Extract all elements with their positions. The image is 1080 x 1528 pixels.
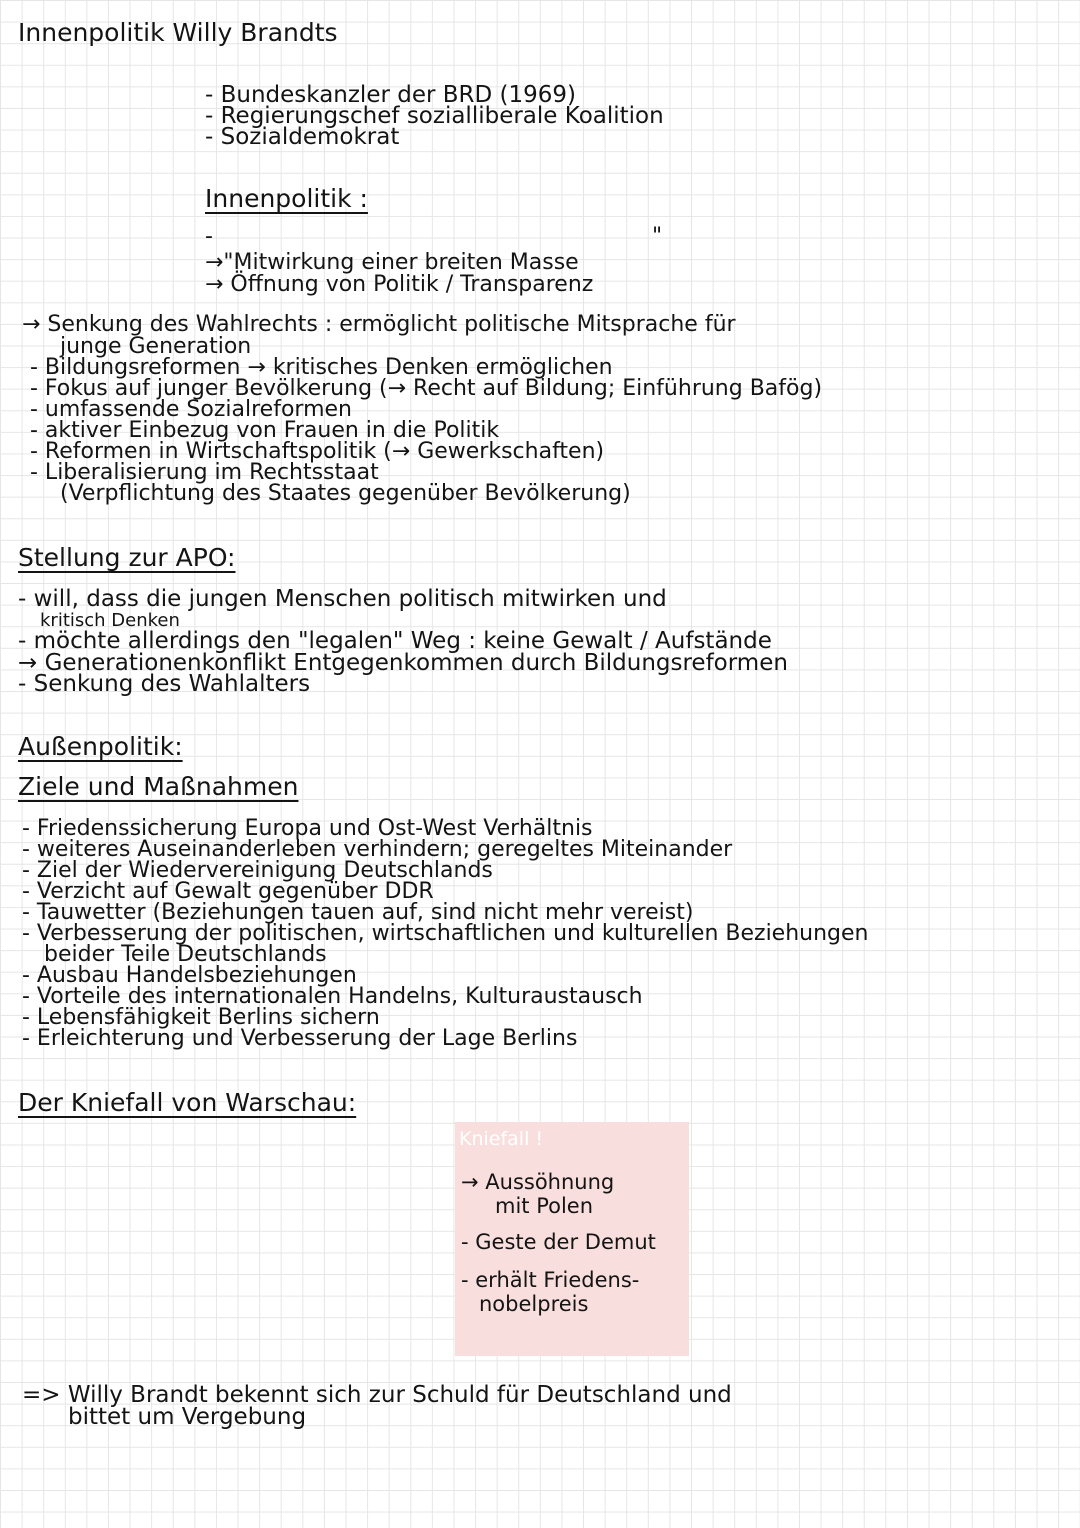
aussenpolitik-point: - Ausbau Handelsbeziehungen (22, 963, 357, 988)
aussenpolitik-point: - Verbesserung der politischen, wirtschaftlichen und kulturellen Beziehungen (22, 921, 869, 946)
aussenpolitik-point: beider Teile Deutschlands (44, 942, 327, 967)
innenpolitik-heading: Innenpolitik : (205, 184, 368, 213)
quote-close: " (652, 224, 663, 249)
innenpolitik-point: (Verpflichtung des Staates gegenüber Bevölkerung) (60, 481, 631, 506)
aussenpolitik-point: - Friedenssicherung Europa und Ost-West Verhältnis (22, 816, 593, 841)
apo-line: - Senkung des Wahlalters (18, 671, 311, 697)
apo-line: kritisch Denken (40, 610, 180, 631)
aussenpolitik-point: - Erleichterung und Verbesserung der Lage Berlins (22, 1026, 578, 1051)
innenpolitik-point: - Bildungsreformen → kritisches Denken ermöglichen (30, 355, 613, 380)
aussenpolitik-point: - Lebensfähigkeit Berlins sichern (22, 1005, 380, 1030)
apo-line: - möchte allerdings den "legalen" Weg : keine Gewalt / Aufstände (18, 628, 772, 654)
innenpolitik-point: - Liberalisierung im Rechtsstaat (30, 460, 379, 485)
aussenpolitik-point: - Vorteile des internationalen Handelns, Kulturaustausch (22, 984, 643, 1009)
aussenpolitik-point: - weiteres Auseinanderleben verhindern; geregeltes Miteinander (22, 837, 733, 862)
page-title: Innenpolitik Willy Brandts (18, 18, 338, 47)
profile-line: - Bundeskanzler der BRD (1969) (205, 82, 577, 108)
kniefall-box-label: Kniefall ! (459, 1128, 544, 1150)
kniefall-conclusion: => Willy Brandt bekennt sich zur Schuld für Deutschland und (22, 1382, 732, 1408)
innenpolitik-point: - umfassende Sozialreformen (30, 397, 352, 422)
innenpolitik-point: → Senkung des Wahlrechts : ermöglicht politische Mitsprache für (22, 312, 736, 337)
quote-line: →"Mitwirkung einer breiten Masse (205, 250, 579, 275)
profile-line: - Regierungschef sozialliberale Koalition (205, 103, 664, 129)
kniefall-box-line: mit Polen (495, 1194, 594, 1218)
kniefall-box-line: - Geste der Demut (461, 1230, 656, 1254)
innenpolitik-point: - aktiver Einbezug von Frauen in die Politik (30, 418, 500, 443)
innenpolitik-point: - Reformen in Wirtschaftspolitik (→ Gewerkschaften) (30, 439, 605, 464)
kniefall-heading: Der Kniefall von Warschau: (18, 1088, 357, 1117)
kniefall-box-line: nobelpreis (479, 1292, 589, 1316)
kniefall-box-line: → Aussöhnung (461, 1170, 615, 1194)
aussenpolitik-heading: Außenpolitik: (18, 732, 183, 761)
profile-line: - Sozialdemokrat (205, 124, 400, 150)
aussenpolitik-subheading: Ziele und Maßnahmen (18, 772, 299, 801)
apo-line: → Generationenkonflikt Entgegenkommen durch Bildungsreformen (18, 650, 788, 676)
innenpolitik-point: - Fokus auf junger Bevölkerung (→ Recht auf Bildung; Einführung Bafög) (30, 376, 823, 401)
quote-line: → Öffnung von Politik / Transparenz (205, 272, 594, 297)
kniefall-box-line: - erhält Friedens- (461, 1268, 640, 1292)
kniefall-conclusion: bittet um Vergebung (68, 1404, 307, 1430)
quote-dash: - (205, 224, 213, 249)
aussenpolitik-point: - Verzicht auf Gewalt gegenüber DDR (22, 879, 434, 904)
apo-heading: Stellung zur APO: (18, 543, 236, 572)
apo-line: - will, dass die jungen Menschen politisch mitwirken und (18, 586, 667, 612)
aussenpolitik-point: - Ziel der Wiedervereinigung Deutschlands (22, 858, 493, 883)
kniefall-note-box (455, 1122, 689, 1356)
innenpolitik-point: junge Generation (60, 334, 252, 359)
aussenpolitik-point: - Tauwetter (Beziehungen tauen auf, sind nicht mehr vereist) (22, 900, 694, 925)
